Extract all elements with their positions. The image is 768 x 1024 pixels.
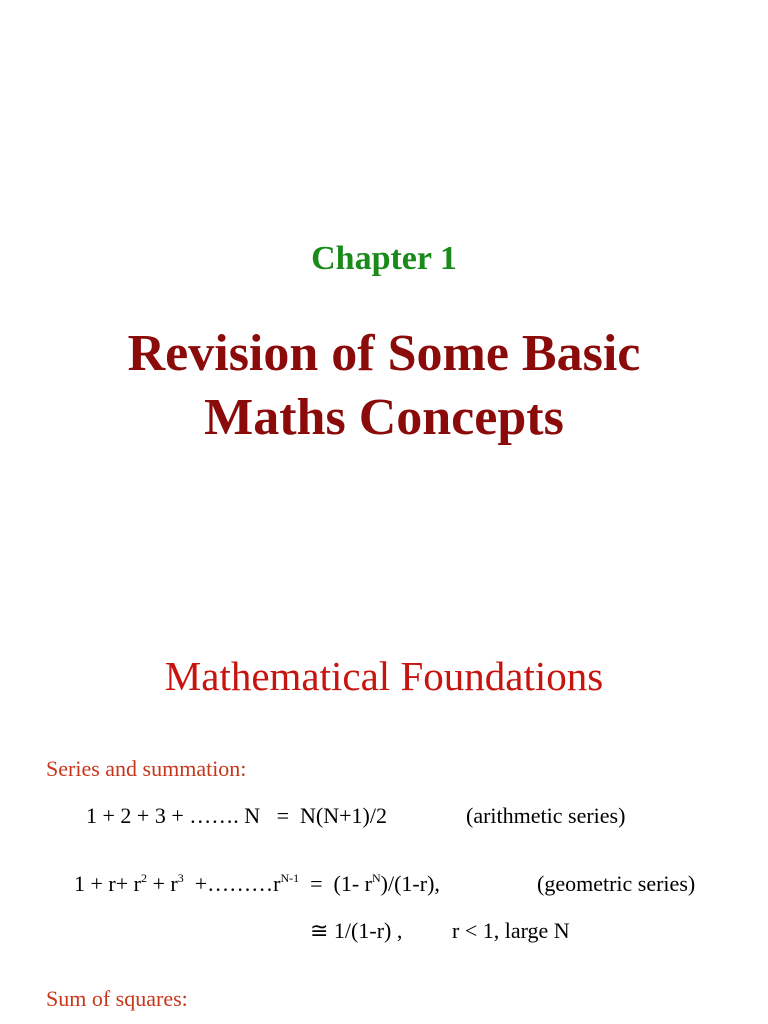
geo-part-4: = (1- r (299, 871, 372, 896)
sum-of-squares-label: Sum of squares: (46, 986, 188, 1011)
geo-exp-n: N (372, 871, 381, 885)
geo-exp-n-minus-1: N-1 (280, 871, 300, 885)
geo-part-1: 1 + r+ r (74, 871, 141, 896)
chapter-title-line-2: Maths Concepts (204, 389, 564, 446)
series-label: Series and summation: (46, 756, 247, 781)
chapter-title (0, 322, 768, 450)
section-heading: Mathematical Foundations (164, 653, 604, 699)
arithmetic-series-note: (arithmetic series) (466, 803, 626, 828)
geometric-series-note: (geometric series) (537, 871, 696, 896)
approximation-formula: ≅ 1/(1-r) , (310, 918, 403, 943)
geo-exp-3: 3 (177, 871, 184, 885)
chapter-title-line-1: Revision of Some Basic (127, 325, 641, 382)
geo-part-5: )/(1-r), (380, 871, 440, 896)
geo-part-3: +………r (183, 871, 281, 896)
approximation-condition: r < 1, large N (452, 918, 570, 943)
arithmetic-series-formula: 1 + 2 + 3 + ……. N = N(N+1)/2 (86, 803, 387, 828)
geometric-series-formula (74, 871, 440, 897)
geo-exp-2: 2 (140, 871, 147, 885)
geo-part-2: + r (146, 871, 178, 896)
chapter-number: Chapter 1 (311, 240, 457, 277)
